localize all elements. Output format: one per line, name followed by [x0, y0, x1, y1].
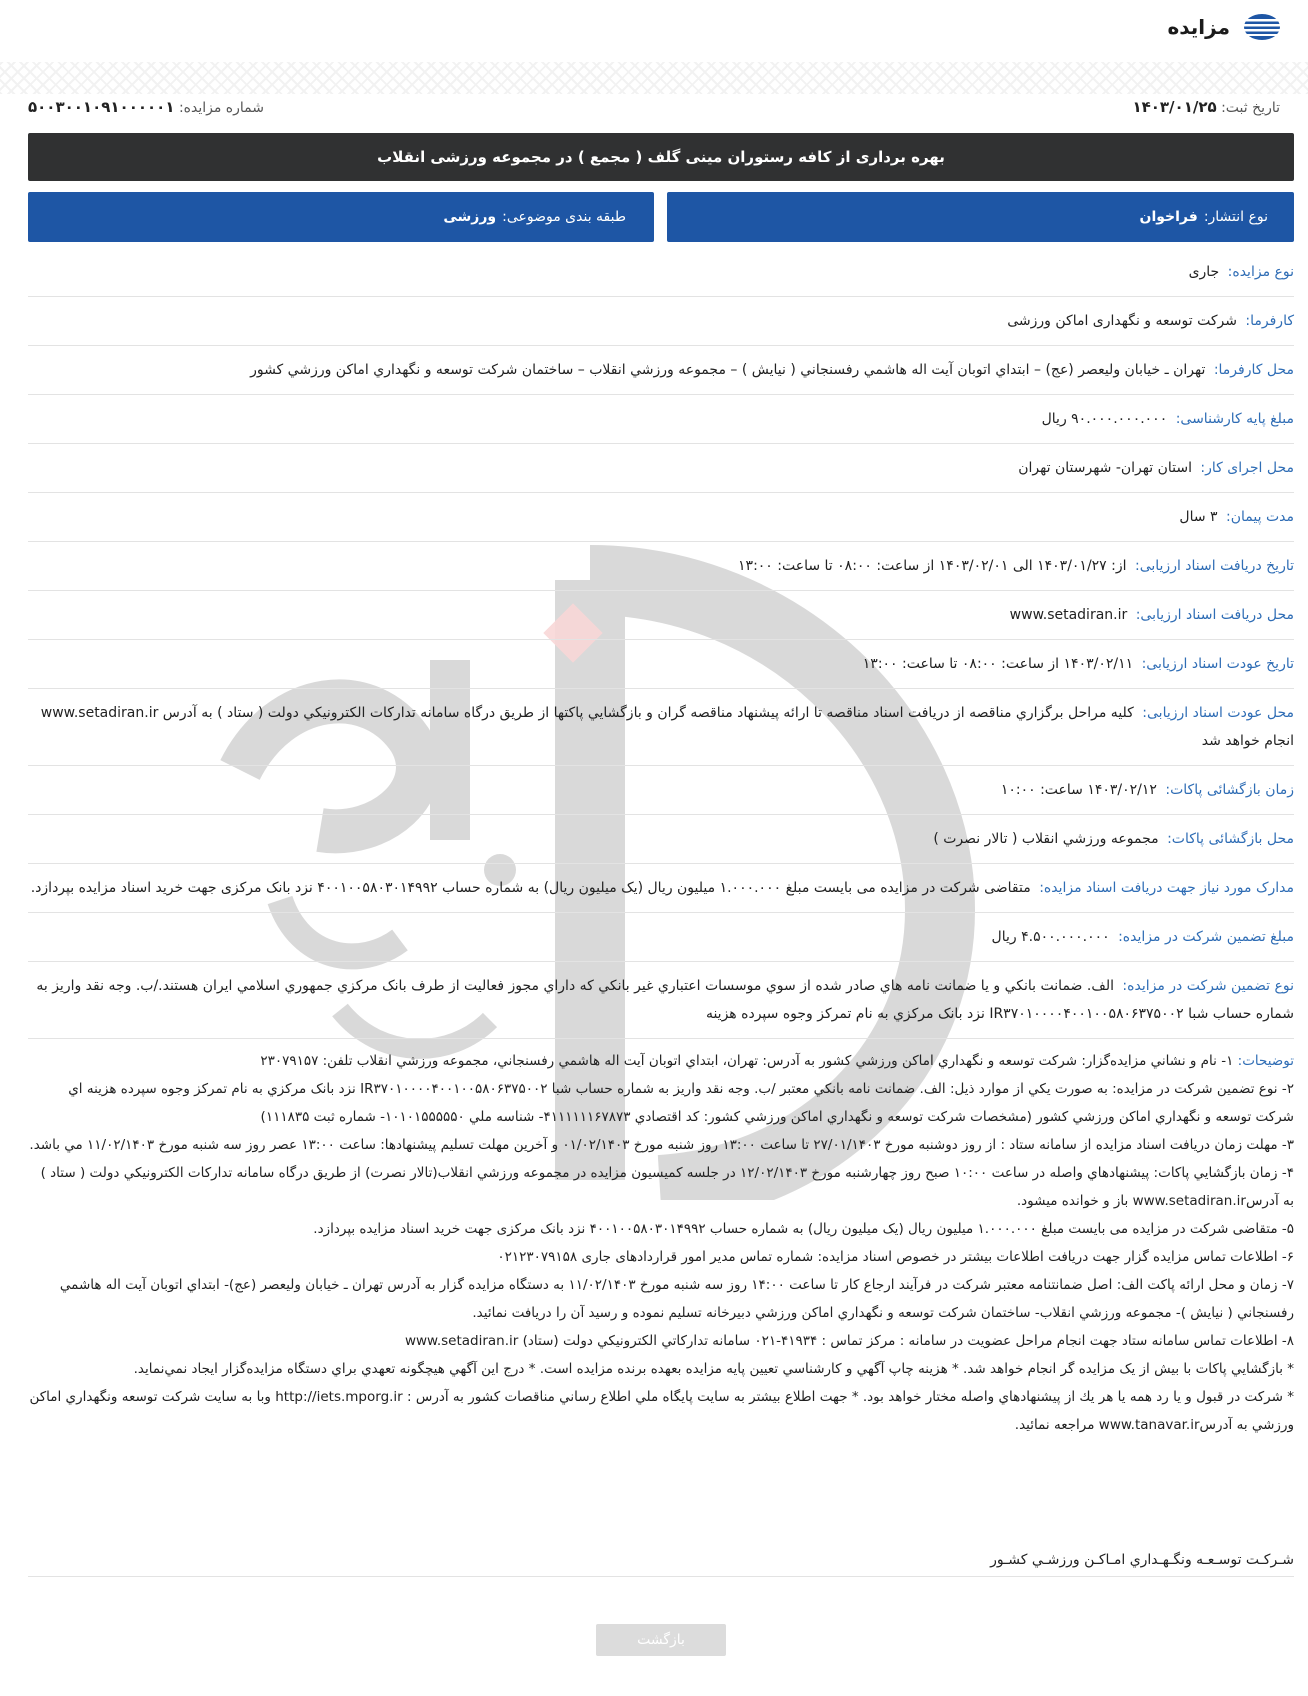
top-bar [0, 0, 1308, 58]
detail-label: کارفرما: [1245, 313, 1294, 329]
detail-value: ۴.۵۰۰.۰۰۰.۰۰۰ ریال [991, 929, 1110, 945]
detail-value: از: ۱۴۰۳/۰۱/۲۷ الی ۱۴۰۳/۰۲/۰۱ از ساعت: ۰۸:۰۰ تا ساعت: ۱۳:۰۰ [738, 558, 1127, 574]
note-line: ۳- مهلت زمان دریافت اسناد مزایده از سامانه ستاد : از روز دوشنبه مورخ ۲۷/۰۱/۱۴۰۳ تا ساعت ۱۳:۰۰ روز شنبه مورخ ۰۱/۰۲/۱۴۰۳ و آخرین مهلت تسلیم پیشنهادها: ساعت ۱۳:۰۰ عصر روز سه شنبه مورخ ۱۱/۰۲/۱۴۰۳ مي باشد. [29, 1137, 1294, 1153]
detail-value: ۹۰.۰۰۰.۰۰۰.۰۰۰ ریال [1041, 411, 1168, 427]
note-line: * شرکت در قبول و یا رد همه یا هر یك از پیشنهادهاي واصله مختار خواهد بود. * جهت اطلاع بیشتر به سایت پایگاه ملي اطلاع رساني مناقصات کشور به آدرس : http://iets.mporg.ir وبا به سایت شرکت توسعه ونگهداري اماکن ورزشي به آدرسwww.tanavar.ir مراجعه نمائید. [29, 1389, 1294, 1433]
detail-label: محل عودت اسناد ارزیابی: [1142, 705, 1294, 721]
detail-row [28, 815, 1294, 864]
detail-label: نوع تضمین شرکت در مزایده: [1122, 978, 1294, 994]
category-value: ورزشی [443, 209, 497, 225]
header-pattern [0, 62, 1308, 94]
detail-value: تهران ـ خیابان ولیعصر (عج) – ابتداي اتوبان آیت اله هاشمي رفسنجاني ( نیایش ) – مجموعه ورزشي انقلاب – ساختمان شرکت توسعه و نگهداري اماکن ورزشي کشور [250, 362, 1206, 378]
publish-type-box [667, 192, 1294, 242]
detail-label: محل بازگشائی پاکات: [1167, 831, 1294, 847]
detail-row [28, 493, 1294, 542]
detail-value: ۳ سال [1179, 509, 1218, 525]
detail-label: مبلغ تضمین شرکت در مزایده: [1118, 929, 1294, 945]
category-label: طبقه بندی موضوعی: [502, 209, 626, 225]
note-text: ۱- نام و نشاني مزایده‌گزار: شرکت توسعه و نگهداري اماکن ورزشي کشور به آدرس: تهران، ابتداي اتوبان آیت اله هاشمي رفسنجاني، مجموعه ورزشي انقلاب تلفن: ۲۳۰۷۹۱۵۷ [260, 1053, 1234, 1069]
detail-value: جاری [1188, 264, 1220, 280]
detail-value: ۱۴۰۳/۰۲/۱۲ ساعت: ۱۰:۰۰ [1000, 782, 1157, 798]
back-button[interactable]: بازگشت [596, 1624, 726, 1656]
detail-row [28, 542, 1294, 591]
detail-row [28, 444, 1294, 493]
auction-number-value: ۵۰۰۳۰۰۱۰۹۱۰۰۰۰۰۱ [28, 98, 175, 116]
brand[interactable] [1167, 12, 1282, 42]
detail-row [28, 395, 1294, 444]
details-list [28, 248, 1294, 1439]
detail-label: مدارک مورد نیاز جهت دریافت اسناد مزایده: [1039, 880, 1294, 896]
publish-type-value: فراخوان [1139, 209, 1198, 225]
note-line: ۷- زمان و محل ارائه پاکت الف: اصل ضمانتنامه معتبر شرکت در فرآیند ارجاع کار تا ساعت ۱۴:۰۰ روز سه شنبه مورخ ۱۱/۰۲/۱۴۰۳ به دستگاه مزایده گزار به آدرس تهران ـ خیابان ولیعصر (عج)- ابتداي اتوبان آیت اله هاشمي رفسنجاني ( نیایش )- مجموعه ورزشي انقلاب- ساختمان شرکت توسعه و نگهداري اماکن ورزشي دبیرخانه تسلیم نموده و رسید آن را دریافت نمائید. [59, 1277, 1294, 1321]
detail-value: استان تهران- شهرستان تهران [1018, 460, 1192, 476]
note-line [28, 1047, 1294, 1075]
detail-label: محل کارفرما: [1213, 362, 1294, 378]
notes-section [28, 1039, 1294, 1439]
detail-label: مدت پیمان: [1226, 509, 1294, 525]
note-line: ۸- اطلاعات تماس سامانه ستاد جهت انجام مراحل عضویت در سامانه : مرکز تماس : ۴۱۹۳۴-۰۲۱ سامانه تدارکاتي الکترونیکي دولت (ستاد) www.setadiran.ir [404, 1333, 1294, 1349]
detail-value: مجموعه ورزشي انقلاب ( تالار نصرت ) [933, 831, 1159, 847]
note-line: ۶- اطلاعات تماس مزایده گزار جهت دریافت اطلاعات بیشتر در خصوص اسناد مزایده: شماره تماس مدیر امور قراردادهای جاری ۰۲۱۲۳۰۷۹۱۵۸ [497, 1249, 1294, 1265]
detail-label: محل دریافت اسناد ارزیابی: [1135, 607, 1294, 623]
detail-row [28, 864, 1294, 913]
globe-lines-icon [1242, 12, 1282, 42]
detail-row [28, 346, 1294, 395]
detail-row [28, 297, 1294, 346]
note-line: ۲- نوع تضمین شرکت در مزایده: به صورت يكي از موارد ذیل: الف. ضمانت نامه بانکي معتبر /ب. وجه نقد واریز به شماره حساب شبا IR۳۷۰۱۰۰۰۰۴۰۰۱۰۰۵۸۰۶۳۷۵۰۰۲ نزد بانک مرکزي به نام تمرکز وجوه سپرده هزینه اي شرکت توسعه و نگهداري اماکن ورزشي کشور (مشخصات شرکت توسعه و نگهداري اماکن ورزشي کشور: کد اقتصادي ۴۱۱۱۱۱۱۶۷۸۷۳- شناسه ملي ۱۰۱۰۱۵۵۵۵۵۰- شماره ثبت ۱۱۱۸۳۵) [68, 1081, 1294, 1125]
signature: شـرکـت توسـعـه ونگـهـداري امـاکـن ورزشـي کشـور [28, 1546, 1294, 1577]
registration-date [1132, 98, 1280, 116]
detail-row [28, 913, 1294, 962]
detail-value: کلیه مراحل برگزاري مناقصه از دریافت اسناد مناقصه تا ارائه پیشنهاد مناقصه گران و بازگشايي پاکتها از طریق درگاه سامانه تدارکات الکترونیکي دولت ( ستاد ) به آدرس www.setadiran.ir انجام خواهد شد [40, 705, 1294, 749]
detail-value: شرکت توسعه و نگهداری اماکن ورزشی [1007, 313, 1237, 329]
auction-number [28, 98, 264, 116]
publish-type-label: نوع انتشار: [1203, 209, 1268, 225]
notes-label: توضیحات: [1237, 1053, 1294, 1069]
detail-value: ۱۴۰۳/۰۲/۱۱ از ساعت: ۰۸:۰۰ تا ساعت: ۱۳:۰۰ [862, 656, 1134, 672]
auction-number-label: شماره مزایده: [178, 100, 264, 116]
detail-label: نوع مزایده: [1227, 264, 1294, 280]
detail-label: محل اجرای کار: [1200, 460, 1294, 476]
registration-date-label: تاریخ ثبت: [1221, 100, 1280, 116]
note-line: ۵- متقاضی شرکت در مزایده می بایست مبلغ ۱.۰۰۰.۰۰۰ میلیون ریال (یک میلیون ریال) به شماره حساب ۴۰۰۱۰۰۵۸۰۳۰۱۴۹۹۲ نزد بانک مرکزی جهت خرید اسناد مزایده بپردازد. [313, 1221, 1294, 1237]
detail-label: مبلغ پایه کارشناسی: [1175, 411, 1294, 427]
note-line: * بازگشايي پاکات با بیش از یک مزایده گر انجام خواهد شد. * هزینه چاپ آگهي و کارشناسي تعیین پایه مزایده بعهده برنده مزایده است. * درج این آگهي هیچگونه تعهدي براي دستگاه مزایده‌گزار ایجاد نمي‌نماید. [133, 1361, 1294, 1377]
detail-value: متقاضی شرکت در مزایده می بایست مبلغ ۱.۰۰۰.۰۰۰ میلیون ریال (یک میلیون ریال) به شماره حساب ۴۰۰۱۰۰۵۸۰۳۰۱۴۹۹۲ نزد بانک مرکزی جهت خرید اسناد مزایده بپردازد. [30, 880, 1031, 896]
detail-label: تاریخ دریافت اسناد ارزیابی: [1134, 558, 1294, 574]
detail-row [28, 962, 1294, 1039]
category-box [28, 192, 654, 242]
detail-label: تاریخ عودت اسناد ارزیابی: [1141, 656, 1294, 672]
registration-date-value: ۱۴۰۳/۰۱/۲۵ [1132, 98, 1217, 116]
detail-row [28, 640, 1294, 689]
detail-row [28, 248, 1294, 297]
detail-row [28, 591, 1294, 640]
detail-value: www.setadiran.ir [1009, 607, 1128, 623]
note-line: ۴- زمان بازگشايي پاکات: پیشنهادهاي واصله در ساعت ۱۰:۰۰ صبح روز چهارشنبه مورخ ۱۲/۰۲/۱۴۰۳ در جلسه کمیسیون مزایده در مجموعه ورزشي انقلاب(تالار نصرت) از طریق درگاه سامانه تدارکات الکترونیکي دولت ( ستاد ) به آدرسwww.setadiran.ir باز و خوانده میشود. [40, 1165, 1294, 1209]
meta-row [28, 96, 1280, 118]
page-title: بهره برداری از کافه رستوران مینی گلف ( مجمع ) در مجموعه ورزشی انقلاب [28, 133, 1294, 181]
detail-value: الف. ضمانت بانکي و یا ضمانت نامه هاي صادر شده از سوي موسسات اعتباري غیر بانکي که داراي مجوز فعالیت از طرف بانک مرکزي جمهوري اسلامي ایران هستند./ب. وجه نقد واریز به شماره حساب شبا IR۳۷۰۱۰۰۰۰۴۰۰۱۰۰۵۸۰۶۳۷۵۰۰۲ نزد بانک مرکزي به نام تمرکز وجوه سپرده هزینه [36, 978, 1294, 1022]
detail-label: زمان بازگشائی پاکات: [1165, 782, 1294, 798]
brand-name: مزایده [1167, 15, 1230, 39]
detail-row [28, 766, 1294, 815]
detail-row [28, 689, 1294, 766]
